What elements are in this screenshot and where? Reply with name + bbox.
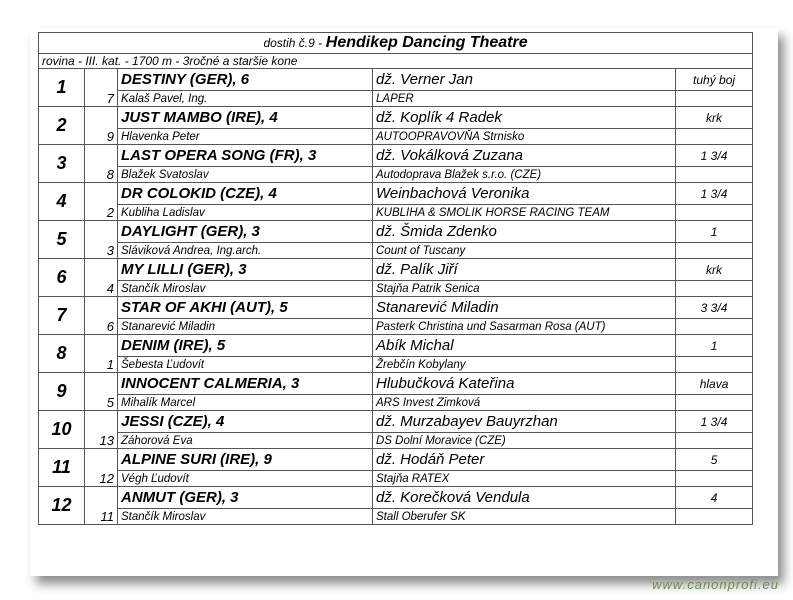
jockey-name: dž. Koplík 4 Radek (373, 107, 676, 129)
winning-margin: 1 (676, 335, 753, 357)
finish-position: 3 (39, 145, 85, 183)
winning-margin: krk (676, 259, 753, 281)
owner-name: KUBLIHA & SMOLIK HORSE RACING TEAM (373, 205, 676, 221)
trainer-name: Kalaš Pavel, Ing. (118, 91, 373, 107)
owner-name: ARS Invest Zimková (373, 395, 676, 411)
empty-cell (676, 281, 753, 297)
result-row-details (39, 395, 753, 411)
horse-name: DESTINY (GER), 6 (118, 69, 373, 91)
owner-name: Žrebčín Kobylany (373, 357, 676, 373)
winning-margin: 1 3/4 (676, 145, 753, 167)
horse-name: ANMUT (GER), 3 (118, 487, 373, 509)
empty-cell (676, 471, 753, 487)
result-row (39, 373, 753, 395)
owner-name: Pasterk Christina und Sasarman Rosa (AUT) (373, 319, 676, 335)
winning-margin: 5 (676, 449, 753, 471)
empty-cell (676, 243, 753, 259)
result-row (39, 183, 753, 205)
race-name: Hendikep Dancing Theatre (325, 34, 528, 51)
jockey-name: Stanarević Miladin (373, 297, 676, 319)
jockey-name: Hlubučková Kateřina (373, 373, 676, 395)
finish-position: 1 (39, 69, 85, 107)
horse-name: JUST MAMBO (IRE), 4 (118, 107, 373, 129)
result-row-details (39, 205, 753, 221)
jockey-name: Abík Michal (373, 335, 676, 357)
result-row-details (39, 129, 753, 145)
result-row (39, 335, 753, 357)
jockey-name: dž. Korečková Vendula (373, 487, 676, 509)
empty-cell (676, 91, 753, 107)
race-results-table (38, 32, 753, 525)
owner-name: Count of Tuscany (373, 243, 676, 259)
owner-name: DS Dolní Moravice (CZE) (373, 433, 676, 449)
result-row (39, 259, 753, 281)
result-row-details (39, 167, 753, 183)
stall-number: 9 (85, 107, 118, 145)
winning-margin: 3 3/4 (676, 297, 753, 319)
jockey-name: dž. Murzabayev Bauyrzhan (373, 411, 676, 433)
horse-name: STAR OF AKHI (AUT), 5 (118, 297, 373, 319)
result-row-details (39, 281, 753, 297)
finish-position: 5 (39, 221, 85, 259)
result-row (39, 411, 753, 433)
stall-number: 6 (85, 297, 118, 335)
result-row-details (39, 319, 753, 335)
winning-margin: hlava (676, 373, 753, 395)
stall-number: 1 (85, 335, 118, 373)
empty-cell (676, 395, 753, 411)
owner-name: Stall Oberufer SK (373, 509, 676, 525)
horse-name: DR COLOKID (CZE), 4 (118, 183, 373, 205)
result-row-details (39, 243, 753, 259)
trainer-name: Záhorová Eva (118, 433, 373, 449)
owner-name: AUTOOPRAVOVŇA Strnisko (373, 129, 676, 145)
horse-name: MY LILLI (GER), 3 (118, 259, 373, 281)
empty-cell (676, 319, 753, 335)
result-row-details (39, 471, 753, 487)
finish-position: 11 (39, 449, 85, 487)
stall-number: 7 (85, 69, 118, 107)
jockey-name: dž. Palík Jiří (373, 259, 676, 281)
jockey-name: dž. Hodáň Peter (373, 449, 676, 471)
race-title (39, 33, 753, 54)
winning-margin: krk (676, 107, 753, 129)
jockey-name: Weinbachová Veronika (373, 183, 676, 205)
stall-number: 4 (85, 259, 118, 297)
stall-number: 13 (85, 411, 118, 449)
stall-number: 11 (85, 487, 118, 525)
trainer-name: Šebesta Ľudovít (118, 357, 373, 373)
result-row-details (39, 91, 753, 107)
result-row-details (39, 509, 753, 525)
horse-name: ALPINE SURI (IRE), 9 (118, 449, 373, 471)
empty-cell (676, 509, 753, 525)
finish-position: 4 (39, 183, 85, 221)
horse-name: DAYLIGHT (GER), 3 (118, 221, 373, 243)
empty-cell (676, 129, 753, 145)
horse-name: INNOCENT CALMERIA, 3 (118, 373, 373, 395)
result-row-details (39, 433, 753, 449)
trainer-name: Stanarević Miladin (118, 319, 373, 335)
owner-name: Stajňa Patrik Senica (373, 281, 676, 297)
finish-position: 10 (39, 411, 85, 449)
winning-margin: 1 3/4 (676, 411, 753, 433)
empty-cell (676, 167, 753, 183)
trainer-name: Stančík Miroslav (118, 509, 373, 525)
result-row (39, 297, 753, 319)
empty-cell (676, 357, 753, 373)
trainer-name: Blažek Svatoslav (118, 167, 373, 183)
watermark: www.canonprofi.eu (652, 577, 779, 592)
trainer-name: Hlavenka Peter (118, 129, 373, 145)
finish-position: 2 (39, 107, 85, 145)
result-row (39, 487, 753, 509)
stall-number: 8 (85, 145, 118, 183)
trainer-name: Végh Ľudovít (118, 471, 373, 487)
result-row (39, 221, 753, 243)
owner-name: LAPER (373, 91, 676, 107)
finish-position: 6 (39, 259, 85, 297)
winning-margin: 1 (676, 221, 753, 243)
stall-number: 3 (85, 221, 118, 259)
horse-name: LAST OPERA SONG (FR), 3 (118, 145, 373, 167)
result-row-details (39, 357, 753, 373)
horse-name: JESSI (CZE), 4 (118, 411, 373, 433)
empty-cell (676, 205, 753, 221)
result-row (39, 69, 753, 91)
winning-margin: 1 3/4 (676, 183, 753, 205)
race-conditions: rovina - III. kat. - 1700 m - 3ročné a staršie kone (39, 54, 753, 69)
trainer-name: Mihalík Marcel (118, 395, 373, 411)
winning-margin: 4 (676, 487, 753, 509)
owner-name: Autodoprava Blažek s.r.o. (CZE) (373, 167, 676, 183)
result-row (39, 107, 753, 129)
stall-number: 2 (85, 183, 118, 221)
empty-cell (676, 433, 753, 449)
finish-position: 8 (39, 335, 85, 373)
trainer-name: Stančík Miroslav (118, 281, 373, 297)
jockey-name: dž. Verner Jan (373, 69, 676, 91)
winning-margin: tuhý boj (676, 69, 753, 91)
owner-name: Stajňa RATEX (373, 471, 676, 487)
stall-number: 12 (85, 449, 118, 487)
trainer-name: Kubliha Ladislav (118, 205, 373, 221)
result-row (39, 145, 753, 167)
jockey-name: dž. Vokálková Zuzana (373, 145, 676, 167)
trainer-name: Sláviková Andrea, Ing.arch. (118, 243, 373, 259)
finish-position: 7 (39, 297, 85, 335)
stall-number: 5 (85, 373, 118, 411)
horse-name: DENIM (IRE), 5 (118, 335, 373, 357)
finish-position: 9 (39, 373, 85, 411)
jockey-name: dž. Šmida Zdenko (373, 221, 676, 243)
result-row (39, 449, 753, 471)
finish-position: 12 (39, 487, 85, 525)
race-number: dostih č.9 - (263, 36, 323, 50)
